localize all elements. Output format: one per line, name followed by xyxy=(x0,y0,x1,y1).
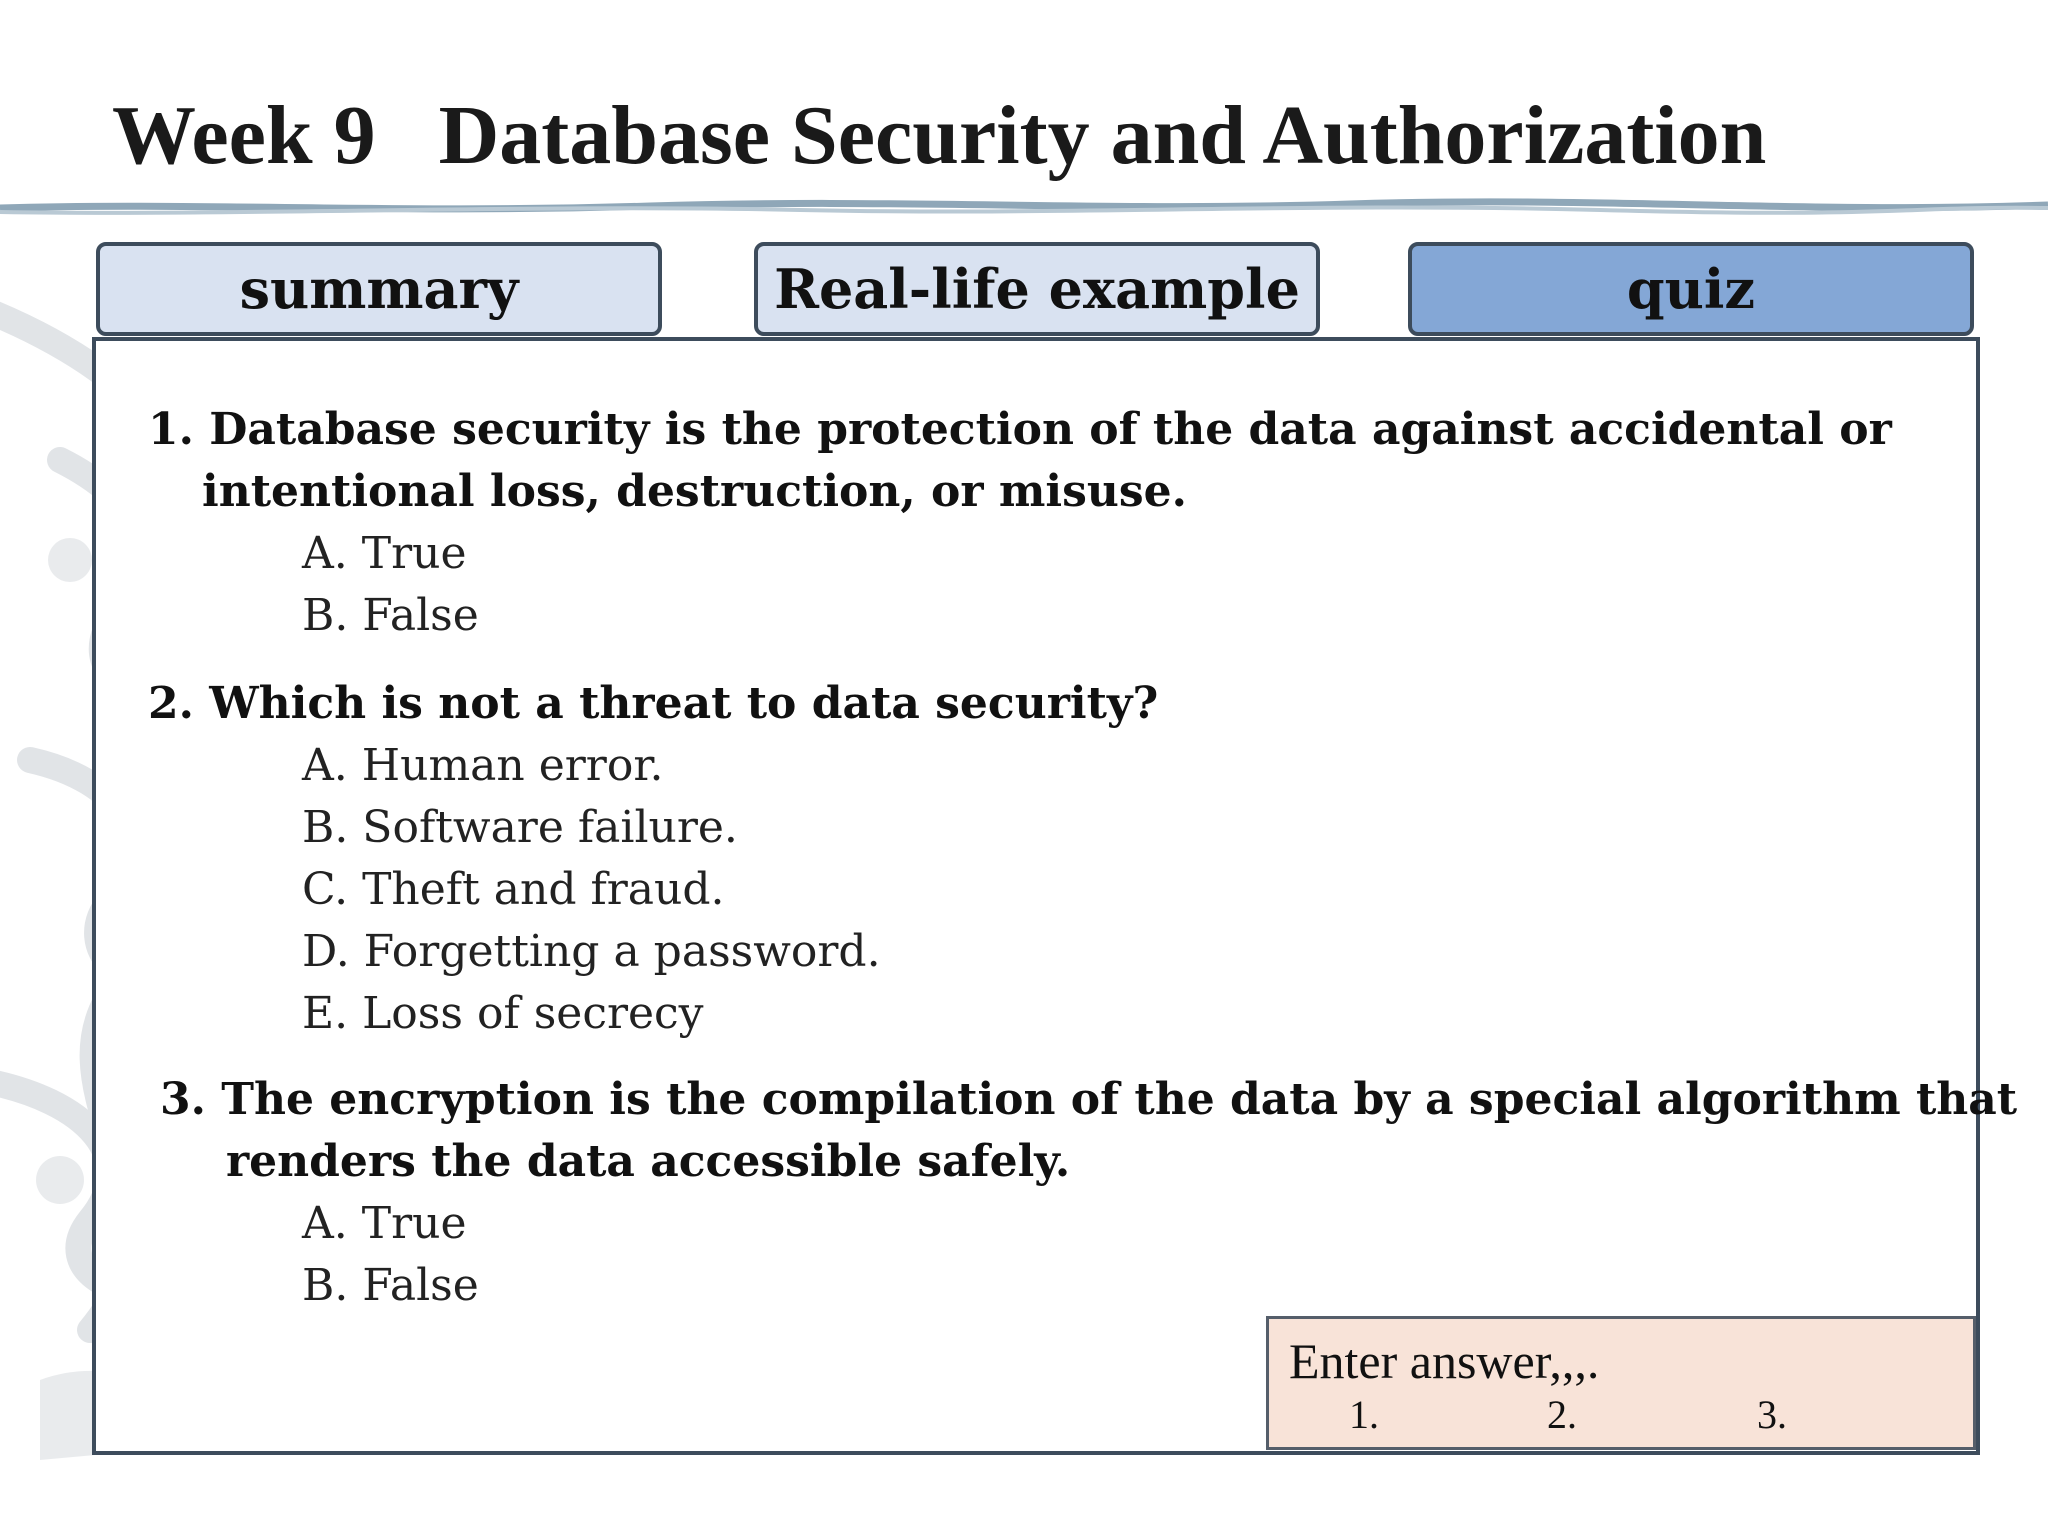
answer-entry-box xyxy=(1266,1316,1976,1450)
question-3-line-1: 3. The encryption is the compilation of the data by a special algorithm that xyxy=(160,1074,2018,1125)
answer-slot-3[interactable]: 3. xyxy=(1757,1392,1787,1437)
tab-quiz[interactable]: quiz xyxy=(1408,242,1974,336)
answer-slot-1[interactable]: 1. xyxy=(1349,1392,1379,1437)
answer-slot-2[interactable]: 2. xyxy=(1547,1392,1577,1437)
question-2-option-c[interactable]: C. Theft and fraud. xyxy=(302,864,725,915)
question-1-option-a[interactable]: A. True xyxy=(302,528,467,579)
question-2-option-b[interactable]: B. Software failure. xyxy=(302,802,738,853)
question-2-line-1: 2. Which is not a threat to data security? xyxy=(148,678,1159,729)
question-3-option-a[interactable]: A. True xyxy=(302,1198,467,1249)
question-1-line-1: 1. Database security is the protection of the data against accidental or xyxy=(148,404,1892,455)
question-3-option-b[interactable]: B. False xyxy=(302,1260,479,1311)
question-2-option-a[interactable]: A. Human error. xyxy=(302,740,664,791)
page-title: Week 9 Database Security and Authorization xyxy=(112,89,1767,182)
question-3-line-2: renders the data accessible safely. xyxy=(226,1136,1071,1187)
question-1-line-2: intentional loss, destruction, or misuse. xyxy=(202,466,1187,517)
title-divider xyxy=(0,192,2048,222)
answer-prompt: Enter answer,,,. xyxy=(1289,1333,1600,1389)
question-2-option-d[interactable]: D. Forgetting a password. xyxy=(302,926,881,977)
quiz-panel xyxy=(92,337,2018,1455)
tab-real-life-example[interactable]: Real-life example xyxy=(754,242,1320,336)
question-2-option-e[interactable]: E. Loss of secrecy xyxy=(302,988,704,1039)
question-1-option-b[interactable]: B. False xyxy=(302,590,479,641)
tab-summary[interactable]: summary xyxy=(96,242,662,336)
